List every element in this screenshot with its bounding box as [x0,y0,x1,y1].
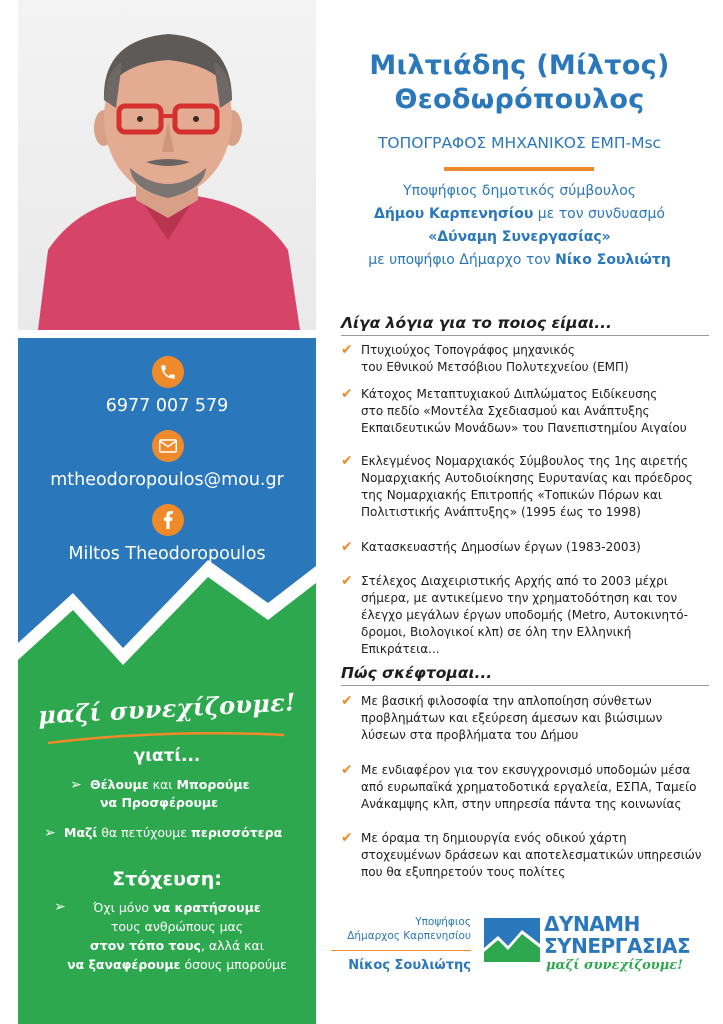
check-icon: ✔ [341,386,353,402]
list-item [341,693,711,744]
check-icon: ✔ [341,453,353,469]
list-item [341,573,711,658]
list-item [341,539,711,556]
mail-icon [152,430,184,462]
target-heading: Στόχευση: [112,868,222,890]
candidate-name-line2: Θεοδωρόπουλος [394,84,645,115]
logo-text-line1: ΔΥΝΑΜΗ [544,912,640,936]
arrow-icon: ➢ [70,777,82,793]
intro-line-2: Δήμου Καρπενησίου με τον συνδυασμό [373,206,666,222]
thinking-rule [341,685,709,686]
slogan: μαζί συνεχίζουμε! [37,687,297,730]
slogan-underline [46,731,286,745]
footer-divider [331,950,471,951]
logo-slogan: μαζί συνεχίζουμε! [546,958,683,973]
list-item-text: Με όραμα τη δημιουργία ενός οδικού χάρτη στοχευμένων δράσεων και αποτελεσματικών υπηρεσιών που θα εξυπηρετούν τους πολίτες [361,831,702,879]
reason-2: ➢ Μαζί θα πετύχουμε περισσότερα [44,825,283,841]
list-item-text: Με βασική φιλοσοφία την απλοποίηση σύνθετων προβλημάτων και εξεύρεση άμεσων και βιώσιμων λύσεων στα προβλήματα του Δήμου [361,694,663,742]
facebook-name[interactable]: Miltos Theodoropoulos [68,544,266,564]
reason-1: ➢ Θέλουμε και Μπορούμε να Προσφέρουμε [70,777,250,810]
list-item [341,830,711,881]
phone-icon [152,356,184,388]
arrow-icon: ➢ [44,825,56,841]
arrow-icon: ➢ [54,899,66,915]
check-icon: ✔ [341,762,353,778]
mayor-name: Νίκος Σουλιώτης [348,958,471,973]
facebook-icon [152,504,184,536]
list-item [341,762,711,813]
title-divider [444,167,594,171]
portrait-illustration [18,0,316,330]
list-item-text: Κάτοχος Μεταπτυχιακού Διπλώματος Ειδίκευσης στο πεδίο «Μοντέλα Σχεδιασμού και Ανάπτυξης Εκπαιδευτικών Μονάδων» του Πανεπιστημίου Αιγαίου [361,387,687,435]
list-item [341,386,711,437]
email-address[interactable]: mtheodoropoulos@mou.gr [50,470,284,490]
logo-mark-icon [484,918,540,962]
target-text: ➢ Όχι μόνο να κρατήσουμε τους ανθρώπους μας στον τόπο τους, αλλά και να ξαναφέρουμε όσους μπορούμε [54,899,287,972]
candidate-profession: ΤΟΠΟΓΡΑΦΟΣ ΜΗΧΑΝΙΚΟΣ ΕΜΠ-Msc [377,134,662,152]
intro-line-4: με υποψήφιο Δήμαρχο τον Νίκο Σουλιώτη [368,252,671,268]
check-icon: ✔ [341,342,353,358]
check-icon: ✔ [341,573,353,589]
about-heading: Λίγα λόγια για το ποιος είμαι... [341,314,612,332]
left-column [18,0,316,1024]
check-icon: ✔ [341,539,353,555]
intro-line-3: «Δύναμη Συνεργασίας» [428,229,611,245]
check-icon: ✔ [341,830,353,846]
intro-line-1: Υποψήφιος δημοτικός σύμβουλος [403,183,636,199]
contact-panel [18,338,316,1024]
list-item-text: Με ενδιαφέρον για τον εκσυγχρονισμό υποδομών μέσα από ευρωπαϊκά χρηματοδοτικά εργαλεία, ΕΣΠΑ, Ταμείο Ανάκαμψης κλπ, στην υπηρεσία πάντα της κοινωνίας [361,763,697,811]
party-logo [484,908,704,988]
mayor-title: Υποψήφιος Δήμαρχος Καρπενησίου [347,916,471,942]
list-item-text: Στέλεχος Διαχειριστικής Αρχής από το 2003 μέχρι σήμερα, με αντικείμενο την χρηματοδότηση και τον έλεγχο μεγάλων έργων υποδομής (Metro, Αυτοκινητό- δρομοι, Βιολογικοί κλπ) σε όλη την Ελληνική Επικράτεια... [361,574,688,656]
about-rule [341,335,709,336]
why-heading: γιατί... [133,746,201,766]
candidate-name-line1: Μιλτιάδης (Μίλτος) [369,50,670,81]
thinking-heading: Πώς σκέφτομαι... [341,664,493,682]
candidate-photo [18,0,316,330]
list-item [341,453,711,521]
list-item-text: Κατασκευαστής Δημοσίων έργων (1983-2003) [361,540,641,554]
list-item-text: Εκλεγμένος Νομαρχιακός Σύμβουλος της 1ης αιρετής Νομαρχιακής Αυτοδιοίκησης Ευρυτανίας και πρόεδρος της Νομαρχιακής Επιτροπής «Τοπικών Πόρων και Πολιτιστικής Ανάπτυξης» (1995 έως το 1998) [361,454,693,519]
list-item [341,342,711,376]
phone-number[interactable]: 6977 007 579 [105,396,229,416]
check-icon: ✔ [341,693,353,709]
list-item-text: Πτυχιούχος Τοπογράφος μηχανικός του Εθνικού Μετσόβιου Πολυτεχνείου (ΕΜΠ) [361,343,629,374]
logo-text-line2: ΣΥΝΕΡΓΑΣΙΑΣ [544,934,691,958]
